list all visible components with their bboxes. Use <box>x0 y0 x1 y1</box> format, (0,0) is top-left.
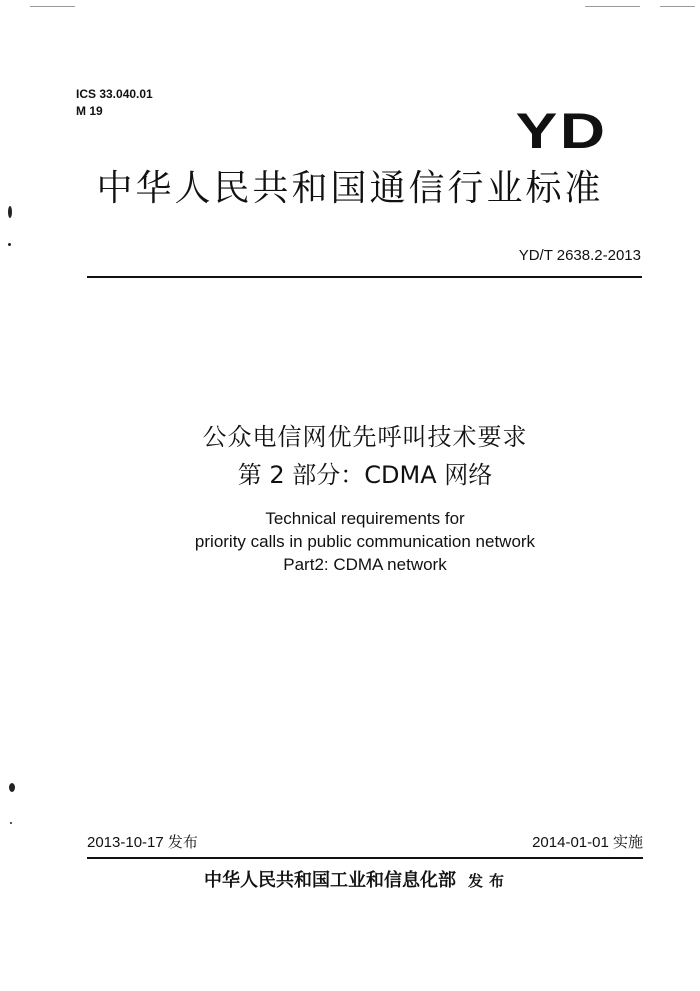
publisher-line <box>0 868 700 894</box>
document-title-en-line3: Part2: CDMA network <box>283 555 447 574</box>
document-title-en-line2: priority calls in public communication network <box>194 532 536 551</box>
classification-codes <box>76 86 153 120</box>
implementation-date: 2014-01-01 实施 <box>532 834 643 851</box>
publisher-action: 发布 <box>467 872 510 890</box>
publisher-name: 中华人民共和国工业和信息化部 <box>203 870 456 891</box>
yd-logo: YD <box>515 103 607 159</box>
standard-title: 中华人民共和国通信行业标准 <box>96 168 604 209</box>
document-title-zh-line1: 公众电信网优先呼叫技术要求 <box>202 423 528 451</box>
header-divider <box>87 276 642 278</box>
document-title-zh-line2: 第 2 部分：CDMA 网络 <box>237 461 493 489</box>
scan-artifact-line <box>660 6 695 7</box>
issue-date: 2013-10-17 发布 <box>87 834 198 851</box>
document-title-en-line1: Technical requirements for <box>265 509 465 528</box>
ccs-code: M 19 <box>76 104 103 118</box>
scan-artifact-speck <box>10 822 12 824</box>
ics-code: ICS 33.040.01 <box>76 87 153 101</box>
footer-divider <box>87 857 643 859</box>
scan-artifact-speck <box>8 243 11 246</box>
scan-artifact-line <box>30 6 75 7</box>
scan-artifact-line <box>585 6 640 7</box>
scan-artifact-speck <box>9 783 15 792</box>
standard-number: YD/T 2638.2-2013 <box>518 247 641 264</box>
